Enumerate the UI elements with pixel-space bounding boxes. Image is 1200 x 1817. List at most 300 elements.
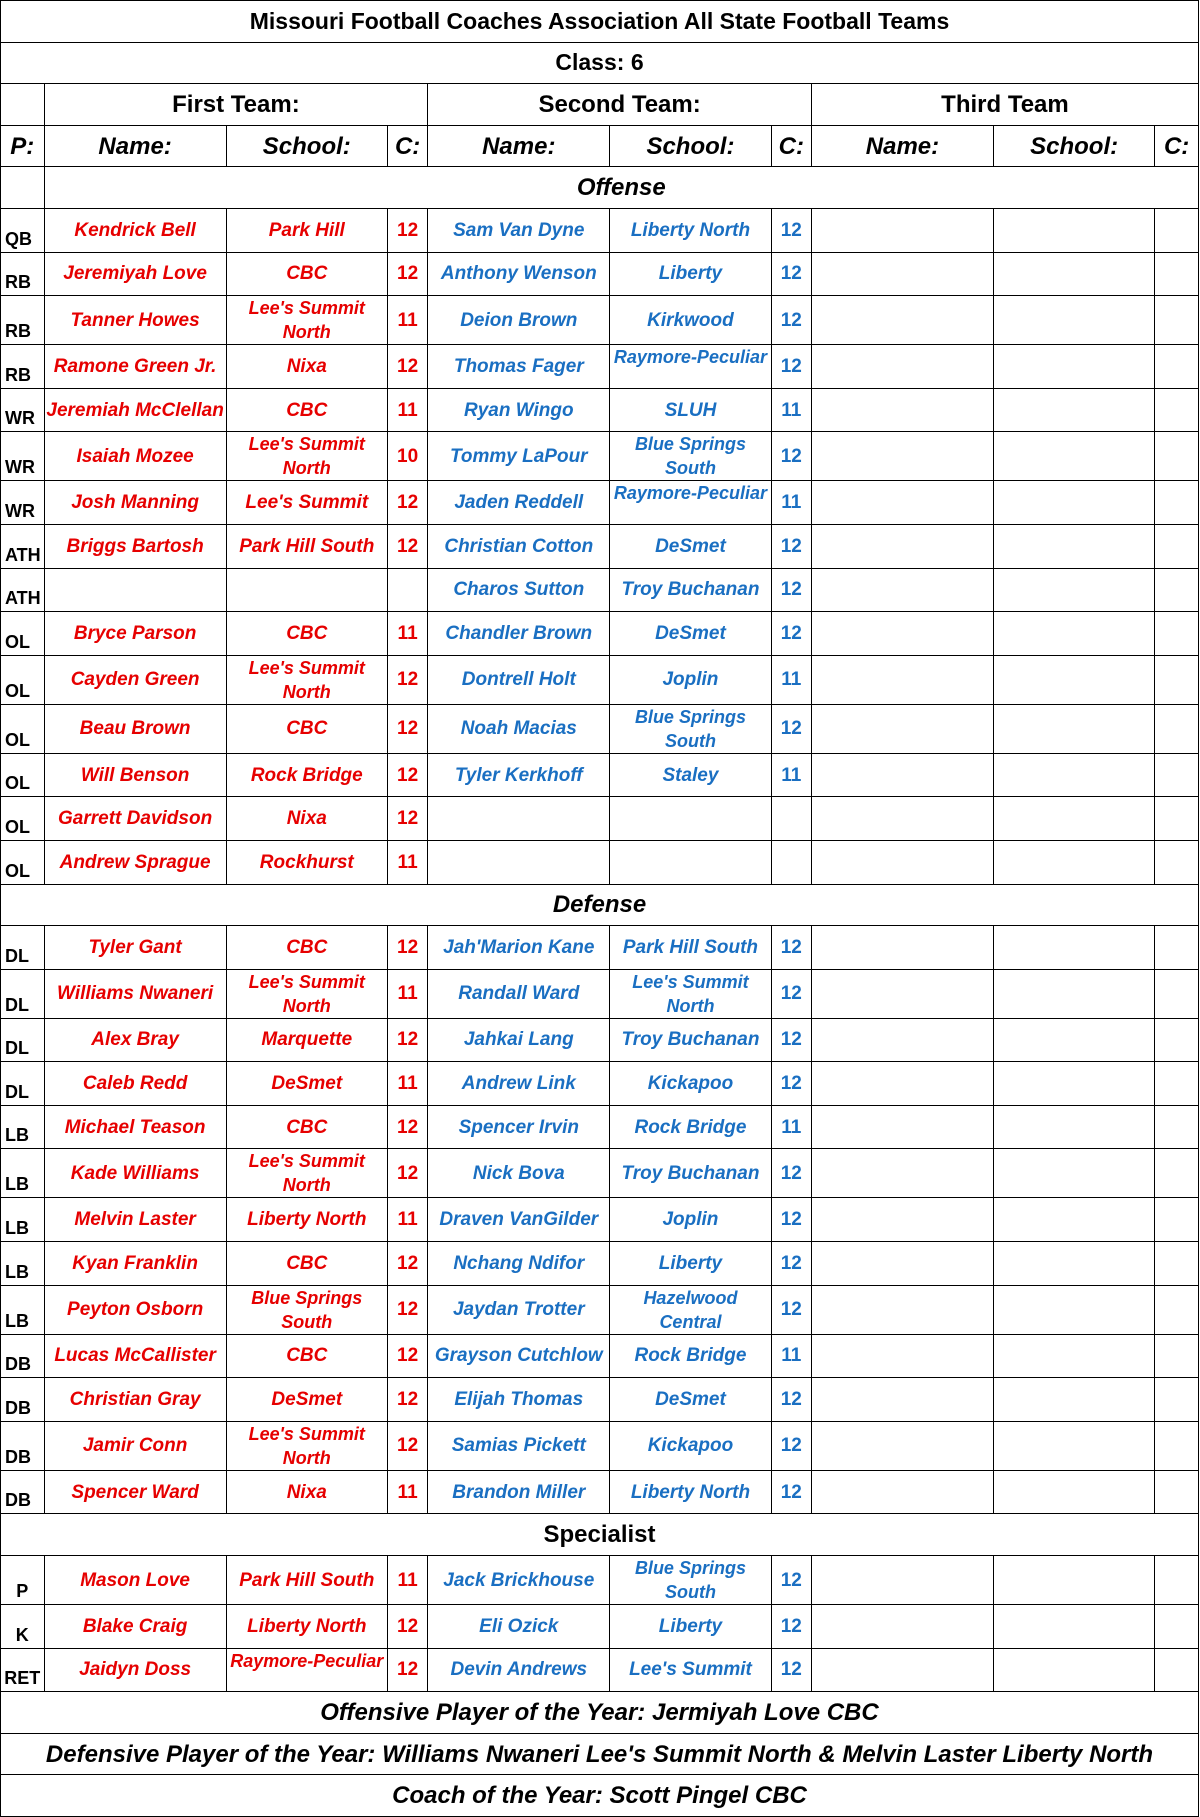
position-cell: LB — [1, 1105, 45, 1149]
second-team-name: Eli Ozick — [428, 1605, 610, 1649]
second-team-name: Jaden Reddell — [428, 481, 610, 525]
position-cell: OL — [1, 655, 45, 704]
position-cell: K — [1, 1605, 45, 1649]
third-team-school — [993, 1149, 1154, 1198]
first-team-school: Rockhurst — [226, 840, 387, 884]
position-cell: RB — [1, 345, 45, 389]
second-team-class — [771, 797, 811, 841]
third-team-class — [1155, 296, 1199, 345]
second-team-school: Troy Buchanan — [610, 568, 771, 612]
third-team-school — [993, 1605, 1154, 1649]
third-team-school — [993, 753, 1154, 797]
first-team-school: DeSmet — [226, 1378, 387, 1422]
first-team-school: Rock Bridge — [226, 753, 387, 797]
second-team-class: 11 — [771, 1105, 811, 1149]
player-row — [1, 1105, 1199, 1149]
third-team-name — [811, 524, 993, 568]
first-team-name: Williams Nwaneri — [44, 969, 226, 1018]
third-team-school — [993, 1242, 1154, 1286]
second-team-class: 11 — [771, 1334, 811, 1378]
player-row — [1, 432, 1199, 481]
first-team-class: 12 — [387, 524, 427, 568]
position-cell: ATH — [1, 568, 45, 612]
third-team-name — [811, 345, 993, 389]
third-team-school — [993, 1105, 1154, 1149]
first-team-school: Lee's Summit North — [226, 969, 387, 1018]
second-team-name: Jahkai Lang — [428, 1018, 610, 1062]
first-team-school: CBC — [226, 704, 387, 753]
third-team-name — [811, 840, 993, 884]
first-team-name: Kyan Franklin — [44, 1242, 226, 1286]
third-team-class — [1155, 1062, 1199, 1106]
third-team-name — [811, 1105, 993, 1149]
first-team-name: Peyton Osborn — [44, 1285, 226, 1334]
third-team-class — [1155, 612, 1199, 656]
second-team-school — [610, 797, 771, 841]
third-team-school — [993, 296, 1154, 345]
second-team-school: Liberty North — [610, 208, 771, 252]
section-title: Defense — [1, 884, 1199, 926]
first-team-class: 12 — [387, 481, 427, 525]
position-cell: P — [1, 1556, 45, 1605]
third-team-class — [1155, 345, 1199, 389]
position-cell: QB — [1, 208, 45, 252]
second-team-name: Jah'Marion Kane — [428, 926, 610, 970]
position-cell: ATH — [1, 524, 45, 568]
second-team-name: Devin Andrews — [428, 1648, 610, 1692]
second-team-class: 12 — [771, 1378, 811, 1422]
first-team-class: 11 — [387, 840, 427, 884]
first-team-class: 12 — [387, 1648, 427, 1692]
second-team-school: Lee's Summit North — [610, 969, 771, 1018]
second-team-school: Liberty — [610, 252, 771, 296]
first-team-header: First Team: — [44, 84, 428, 126]
second-team-name: Dontrell Holt — [428, 655, 610, 704]
second-team-school: Joplin — [610, 1198, 771, 1242]
third-team-class — [1155, 797, 1199, 841]
first-team-name: Caleb Redd — [44, 1062, 226, 1106]
third-team-school — [993, 1285, 1154, 1334]
third-class-column-header: C: — [1155, 125, 1199, 167]
first-team-name: Tanner Howes — [44, 296, 226, 345]
first-team-class: 12 — [387, 208, 427, 252]
third-team-class — [1155, 432, 1199, 481]
first-team-name: Mason Love — [44, 1556, 226, 1605]
third-team-name — [811, 481, 993, 525]
second-team-class: 12 — [771, 704, 811, 753]
first-team-class: 12 — [387, 1285, 427, 1334]
third-team-class — [1155, 1470, 1199, 1514]
class-label: Class: 6 — [1, 42, 1199, 84]
first-team-class: 11 — [387, 1470, 427, 1514]
first-team-class: 12 — [387, 753, 427, 797]
second-team-class: 12 — [771, 208, 811, 252]
second-team-school: Staley — [610, 753, 771, 797]
second-team-class: 11 — [771, 655, 811, 704]
first-team-class: 12 — [387, 655, 427, 704]
third-team-school — [993, 1421, 1154, 1470]
third-team-name — [811, 388, 993, 432]
first-team-class: 12 — [387, 1605, 427, 1649]
first-team-class: 12 — [387, 1334, 427, 1378]
player-row — [1, 1556, 1199, 1605]
third-team-name — [811, 1062, 993, 1106]
first-team-school — [226, 568, 387, 612]
third-team-name — [811, 296, 993, 345]
player-row — [1, 345, 1199, 389]
second-team-school: Blue Springs South — [610, 704, 771, 753]
second-team-school: Blue Springs South — [610, 1556, 771, 1605]
first-team-school: Marquette — [226, 1018, 387, 1062]
first-team-class: 12 — [387, 926, 427, 970]
first-team-school: CBC — [226, 388, 387, 432]
first-team-name: Lucas McCallister — [44, 1334, 226, 1378]
third-team-name — [811, 568, 993, 612]
first-team-class: 11 — [387, 1198, 427, 1242]
player-row — [1, 655, 1199, 704]
award-line: Defensive Player of the Year: Williams Nwaneri Lee's Summit North & Melvin Laster Liberty North — [1, 1733, 1199, 1775]
position-cell: DL — [1, 926, 45, 970]
second-team-school: Kickapoo — [610, 1062, 771, 1106]
first-team-class: 11 — [387, 388, 427, 432]
first-team-class: 11 — [387, 969, 427, 1018]
first-team-name: Alex Bray — [44, 1018, 226, 1062]
first-team-class: 12 — [387, 1018, 427, 1062]
second-team-name: Nick Bova — [428, 1149, 610, 1198]
position-column-header: P: — [1, 125, 45, 167]
player-row — [1, 704, 1199, 753]
second-team-name: Jaydan Trotter — [428, 1285, 610, 1334]
second-team-school: Joplin — [610, 655, 771, 704]
first-team-school: Lee's Summit North — [226, 296, 387, 345]
third-team-school — [993, 612, 1154, 656]
second-team-name — [428, 840, 610, 884]
third-team-name — [811, 1378, 993, 1422]
second-team-school — [610, 840, 771, 884]
third-team-name — [811, 612, 993, 656]
second-team-class: 12 — [771, 1018, 811, 1062]
second-team-name — [428, 797, 610, 841]
first-team-name: Blake Craig — [44, 1605, 226, 1649]
first-team-school: CBC — [226, 1105, 387, 1149]
second-team-name: Charos Sutton — [428, 568, 610, 612]
third-team-class — [1155, 524, 1199, 568]
second-team-class: 12 — [771, 1648, 811, 1692]
second-team-name: Thomas Fager — [428, 345, 610, 389]
section-title: Offense — [44, 167, 1198, 209]
player-row — [1, 1062, 1199, 1106]
third-team-school — [993, 1378, 1154, 1422]
second-team-class: 12 — [771, 1285, 811, 1334]
first-team-school: CBC — [226, 252, 387, 296]
position-cell: OL — [1, 797, 45, 841]
first-team-school: Nixa — [226, 797, 387, 841]
third-team-school — [993, 1648, 1154, 1692]
second-team-school: Liberty North — [610, 1470, 771, 1514]
third-team-school — [993, 1556, 1154, 1605]
first-team-school: CBC — [226, 1334, 387, 1378]
player-row — [1, 926, 1199, 970]
second-team-school: SLUH — [610, 388, 771, 432]
position-cell: DL — [1, 969, 45, 1018]
second-team-class: 12 — [771, 926, 811, 970]
first-team-school: Blue Springs South — [226, 1285, 387, 1334]
third-team-school — [993, 252, 1154, 296]
position-cell: DL — [1, 1062, 45, 1106]
third-team-class — [1155, 753, 1199, 797]
first-team-school: Lee's Summit — [226, 481, 387, 525]
player-row — [1, 1334, 1199, 1378]
position-cell: DB — [1, 1421, 45, 1470]
second-team-class: 12 — [771, 568, 811, 612]
third-team-class — [1155, 568, 1199, 612]
first-team-name: Will Benson — [44, 753, 226, 797]
first-team-name: Briggs Bartosh — [44, 524, 226, 568]
second-team-school: DeSmet — [610, 524, 771, 568]
third-team-name — [811, 432, 993, 481]
second-team-school: Park Hill South — [610, 926, 771, 970]
second-team-name: Samias Pickett — [428, 1421, 610, 1470]
third-team-class — [1155, 208, 1199, 252]
second-team-class: 12 — [771, 1421, 811, 1470]
third-team-name — [811, 1605, 993, 1649]
third-team-class — [1155, 1018, 1199, 1062]
third-team-name — [811, 969, 993, 1018]
third-team-school — [993, 704, 1154, 753]
position-cell: DL — [1, 1018, 45, 1062]
corner-cell — [1, 84, 45, 126]
second-team-class: 12 — [771, 524, 811, 568]
third-team-name — [811, 1149, 993, 1198]
second-team-school: Rock Bridge — [610, 1105, 771, 1149]
third-team-class — [1155, 1605, 1199, 1649]
position-cell: WR — [1, 432, 45, 481]
second-team-school: Rock Bridge — [610, 1334, 771, 1378]
second-team-name: Sam Van Dyne — [428, 208, 610, 252]
third-team-name — [811, 1198, 993, 1242]
third-team-name — [811, 797, 993, 841]
second-team-name: Noah Macias — [428, 704, 610, 753]
position-cell: WR — [1, 481, 45, 525]
third-team-school — [993, 926, 1154, 970]
player-row — [1, 1285, 1199, 1334]
first-team-name: Beau Brown — [44, 704, 226, 753]
second-team-name: Elijah Thomas — [428, 1378, 610, 1422]
first-team-class: 12 — [387, 1378, 427, 1422]
first-team-name: Bryce Parson — [44, 612, 226, 656]
third-team-name — [811, 1242, 993, 1286]
first-team-school: Liberty North — [226, 1198, 387, 1242]
player-row — [1, 481, 1199, 525]
second-team-class — [771, 840, 811, 884]
first-team-name: Josh Manning — [44, 481, 226, 525]
player-row — [1, 840, 1199, 884]
second-team-name: Tommy LaPour — [428, 432, 610, 481]
third-team-name — [811, 1421, 993, 1470]
second-team-name: Grayson Cutchlow — [428, 1334, 610, 1378]
third-team-school — [993, 1198, 1154, 1242]
third-team-school — [993, 568, 1154, 612]
player-row — [1, 1470, 1199, 1514]
third-team-school — [993, 481, 1154, 525]
third-team-name — [811, 1470, 993, 1514]
first-team-class: 12 — [387, 704, 427, 753]
third-team-class — [1155, 704, 1199, 753]
third-team-name — [811, 1334, 993, 1378]
first-team-class: 12 — [387, 1149, 427, 1198]
third-team-school — [993, 655, 1154, 704]
first-team-school: Park Hill — [226, 208, 387, 252]
third-team-class — [1155, 1198, 1199, 1242]
third-team-name — [811, 926, 993, 970]
first-team-name: Kade Williams — [44, 1149, 226, 1198]
third-team-name — [811, 1556, 993, 1605]
third-team-class — [1155, 1421, 1199, 1470]
player-row — [1, 1648, 1199, 1692]
third-team-class — [1155, 1378, 1199, 1422]
first-team-school: Lee's Summit North — [226, 1421, 387, 1470]
second-team-class: 12 — [771, 1605, 811, 1649]
third-team-class — [1155, 655, 1199, 704]
second-team-name: Christian Cotton — [428, 524, 610, 568]
second-team-name: Ryan Wingo — [428, 388, 610, 432]
player-row — [1, 1018, 1199, 1062]
second-class-column-header: C: — [771, 125, 811, 167]
position-cell: LB — [1, 1198, 45, 1242]
first-team-school: CBC — [226, 612, 387, 656]
position-cell: OL — [1, 840, 45, 884]
third-team-class — [1155, 1105, 1199, 1149]
second-team-name: Deion Brown — [428, 296, 610, 345]
third-team-class — [1155, 926, 1199, 970]
first-team-class: 12 — [387, 1105, 427, 1149]
second-team-class: 12 — [771, 612, 811, 656]
second-team-name: Brandon Miller — [428, 1470, 610, 1514]
player-row — [1, 797, 1199, 841]
third-team-name — [811, 704, 993, 753]
first-team-name: Jamir Conn — [44, 1421, 226, 1470]
player-row — [1, 1605, 1199, 1649]
player-row — [1, 252, 1199, 296]
player-row — [1, 296, 1199, 345]
second-team-class: 11 — [771, 481, 811, 525]
player-row — [1, 1421, 1199, 1470]
section-title: Specialist — [1, 1514, 1199, 1556]
second-team-header: Second Team: — [428, 84, 812, 126]
first-team-school: Nixa — [226, 1470, 387, 1514]
third-team-school — [993, 524, 1154, 568]
third-team-class — [1155, 1149, 1199, 1198]
third-team-class — [1155, 1285, 1199, 1334]
second-team-school: Troy Buchanan — [610, 1018, 771, 1062]
first-team-class: 12 — [387, 252, 427, 296]
player-row — [1, 524, 1199, 568]
second-team-name: Randall Ward — [428, 969, 610, 1018]
first-team-class — [387, 568, 427, 612]
second-team-class: 12 — [771, 1149, 811, 1198]
third-team-class — [1155, 969, 1199, 1018]
third-team-school — [993, 1334, 1154, 1378]
third-team-name — [811, 208, 993, 252]
second-team-name: Andrew Link — [428, 1062, 610, 1106]
award-line: Coach of the Year: Scott Pingel CBC — [1, 1775, 1199, 1817]
third-name-column-header: Name: — [811, 125, 993, 167]
third-team-class — [1155, 1334, 1199, 1378]
first-team-name: Spencer Ward — [44, 1470, 226, 1514]
position-cell: RET — [1, 1648, 45, 1692]
third-team-name — [811, 1285, 993, 1334]
first-team-school: Lee's Summit North — [226, 1149, 387, 1198]
first-team-name: Christian Gray — [44, 1378, 226, 1422]
second-team-name: Jack Brickhouse — [428, 1556, 610, 1605]
first-team-school: Nixa — [226, 345, 387, 389]
position-cell: DB — [1, 1470, 45, 1514]
first-team-name: Ramone Green Jr. — [44, 345, 226, 389]
second-team-class: 12 — [771, 969, 811, 1018]
first-team-class: 12 — [387, 797, 427, 841]
first-team-name: Jeremiyah Love — [44, 252, 226, 296]
first-team-name: Jeremiah McClellan — [44, 388, 226, 432]
third-team-name — [811, 252, 993, 296]
second-name-column-header: Name: — [428, 125, 610, 167]
first-team-name: Andrew Sprague — [44, 840, 226, 884]
third-team-school — [993, 432, 1154, 481]
position-cell: LB — [1, 1149, 45, 1198]
third-team-class — [1155, 1648, 1199, 1692]
position-cell: DB — [1, 1334, 45, 1378]
third-team-class — [1155, 481, 1199, 525]
position-cell: WR — [1, 388, 45, 432]
first-team-class: 12 — [387, 345, 427, 389]
first-team-name: Michael Teason — [44, 1105, 226, 1149]
second-team-school: Blue Springs South — [610, 432, 771, 481]
third-team-school — [993, 208, 1154, 252]
second-school-column-header: School: — [610, 125, 771, 167]
player-row — [1, 208, 1199, 252]
second-team-school: Liberty — [610, 1242, 771, 1286]
second-team-name: Nchang Ndifor — [428, 1242, 610, 1286]
position-cell: RB — [1, 252, 45, 296]
second-team-school: Raymore-Peculiar — [610, 345, 771, 389]
second-team-name: Draven VanGilder — [428, 1198, 610, 1242]
second-team-class: 12 — [771, 252, 811, 296]
third-team-school — [993, 1018, 1154, 1062]
third-team-class — [1155, 1556, 1199, 1605]
first-team-school: Raymore-Peculiar — [226, 1648, 387, 1692]
player-row — [1, 1242, 1199, 1286]
third-team-class — [1155, 840, 1199, 884]
player-row — [1, 1378, 1199, 1422]
second-team-name: Spencer Irvin — [428, 1105, 610, 1149]
position-cell: OL — [1, 704, 45, 753]
position-cell: OL — [1, 612, 45, 656]
second-team-class: 12 — [771, 1062, 811, 1106]
second-team-school: Kickapoo — [610, 1421, 771, 1470]
first-team-class: 12 — [387, 1421, 427, 1470]
second-team-school: Troy Buchanan — [610, 1149, 771, 1198]
first-team-name: Garrett Davidson — [44, 797, 226, 841]
page-title: Missouri Football Coaches Association All State Football Teams — [1, 1, 1199, 43]
award-line: Offensive Player of the Year: Jermiyah Love CBC — [1, 1692, 1199, 1734]
third-team-class — [1155, 252, 1199, 296]
third-team-header: Third Team — [811, 84, 1198, 126]
third-team-school — [993, 969, 1154, 1018]
first-team-class: 12 — [387, 1242, 427, 1286]
third-team-name — [811, 753, 993, 797]
player-row — [1, 1198, 1199, 1242]
player-row — [1, 1149, 1199, 1198]
second-team-class: 12 — [771, 1556, 811, 1605]
